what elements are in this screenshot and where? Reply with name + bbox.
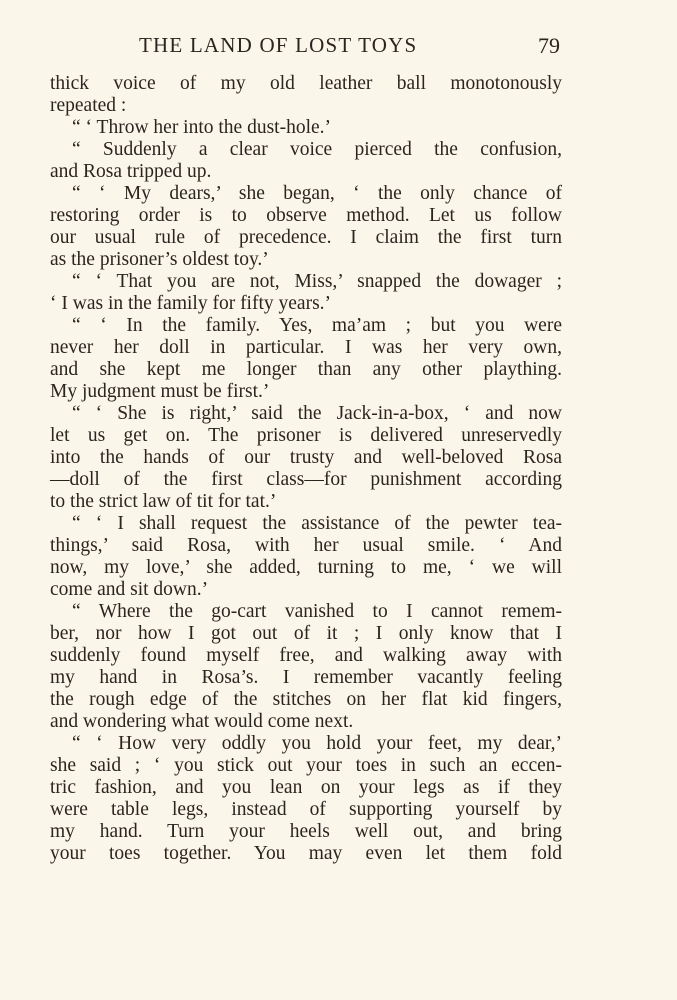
text-line: and she kept me longer than any other plaything. bbox=[50, 359, 562, 380]
text-line: come and sit down.’ bbox=[50, 579, 209, 600]
body-text bbox=[50, 73, 562, 865]
text-line: let us get on. The prisoner is delivered unreservedly bbox=[50, 425, 562, 446]
text-line: things,’ said Rosa, with her usual smile. ‘ And bbox=[50, 535, 562, 556]
text-line: thick voice of my old leather ball monotonously bbox=[50, 73, 562, 94]
text-line: ‘ I was in the family for fifty years.’ bbox=[50, 293, 332, 314]
text-line: “ ‘ Throw her into the dust-hole.’ bbox=[72, 117, 332, 138]
text-line: repeated : bbox=[50, 95, 127, 116]
text-line: —doll of the first class—for punishment according bbox=[50, 469, 562, 490]
text-line: “ ‘ She is right,’ said the Jack-in-a-box, ‘ and now bbox=[72, 403, 562, 424]
text-line: “ ‘ My dears,’ she began, ‘ the only chance of bbox=[72, 183, 562, 204]
text-line: ber, nor how I got out of it ; I only know that I bbox=[50, 623, 562, 644]
text-line: she said ; ‘ you stick out your toes in such an eccen- bbox=[50, 755, 562, 776]
text-line: restoring order is to observe method. Let us follow bbox=[50, 205, 562, 226]
text-line: tric fashion, and you lean on your legs as if they bbox=[50, 777, 562, 798]
text-line: your toes together. You may even let them fold bbox=[50, 843, 562, 864]
text-line: never her doll in particular. I was her very own, bbox=[50, 337, 562, 358]
page-number: 79 bbox=[538, 33, 560, 58]
text-line: as the prisoner’s oldest toy.’ bbox=[50, 249, 269, 270]
text-line: to the strict law of tit for tat.’ bbox=[50, 491, 277, 512]
text-line: now, my love,’ she added, turning to me, ‘ we will bbox=[50, 557, 562, 578]
text-line: My judgment must be first.’ bbox=[50, 381, 270, 402]
running-title: THE LAND OF LOST TOYS bbox=[139, 33, 418, 57]
text-line: into the hands of our trusty and well-beloved Rosa bbox=[50, 447, 562, 468]
text-line: “ Where the go-cart vanished to I cannot remem- bbox=[72, 601, 562, 622]
text-line: “ ‘ I shall request the assistance of the pewter tea- bbox=[72, 513, 562, 534]
text-line: and Rosa tripped up. bbox=[50, 161, 212, 182]
text-line: “ Suddenly a clear voice pierced the confusion, bbox=[72, 139, 562, 160]
text-line: the rough edge of the stitches on her flat kid fingers, bbox=[50, 689, 562, 710]
text-line: “ ‘ In the family. Yes, ma’am ; but you were bbox=[72, 315, 562, 336]
text-line: my hand in Rosa’s. I remember vacantly feeling bbox=[50, 667, 562, 688]
text-line: suddenly found myself free, and walking away with bbox=[50, 645, 562, 666]
text-line: and wondering what would come next. bbox=[50, 711, 354, 732]
text-line: our usual rule of precedence. I claim the first turn bbox=[50, 227, 562, 248]
text-line: were table legs, instead of supporting yourself by bbox=[50, 799, 562, 820]
text-line: “ ‘ How very oddly you hold your feet, my dear,’ bbox=[72, 733, 562, 754]
text-line: “ ‘ That you are not, Miss,’ snapped the dowager ; bbox=[72, 271, 562, 292]
text-line: my hand. Turn your heels well out, and bring bbox=[50, 821, 562, 842]
